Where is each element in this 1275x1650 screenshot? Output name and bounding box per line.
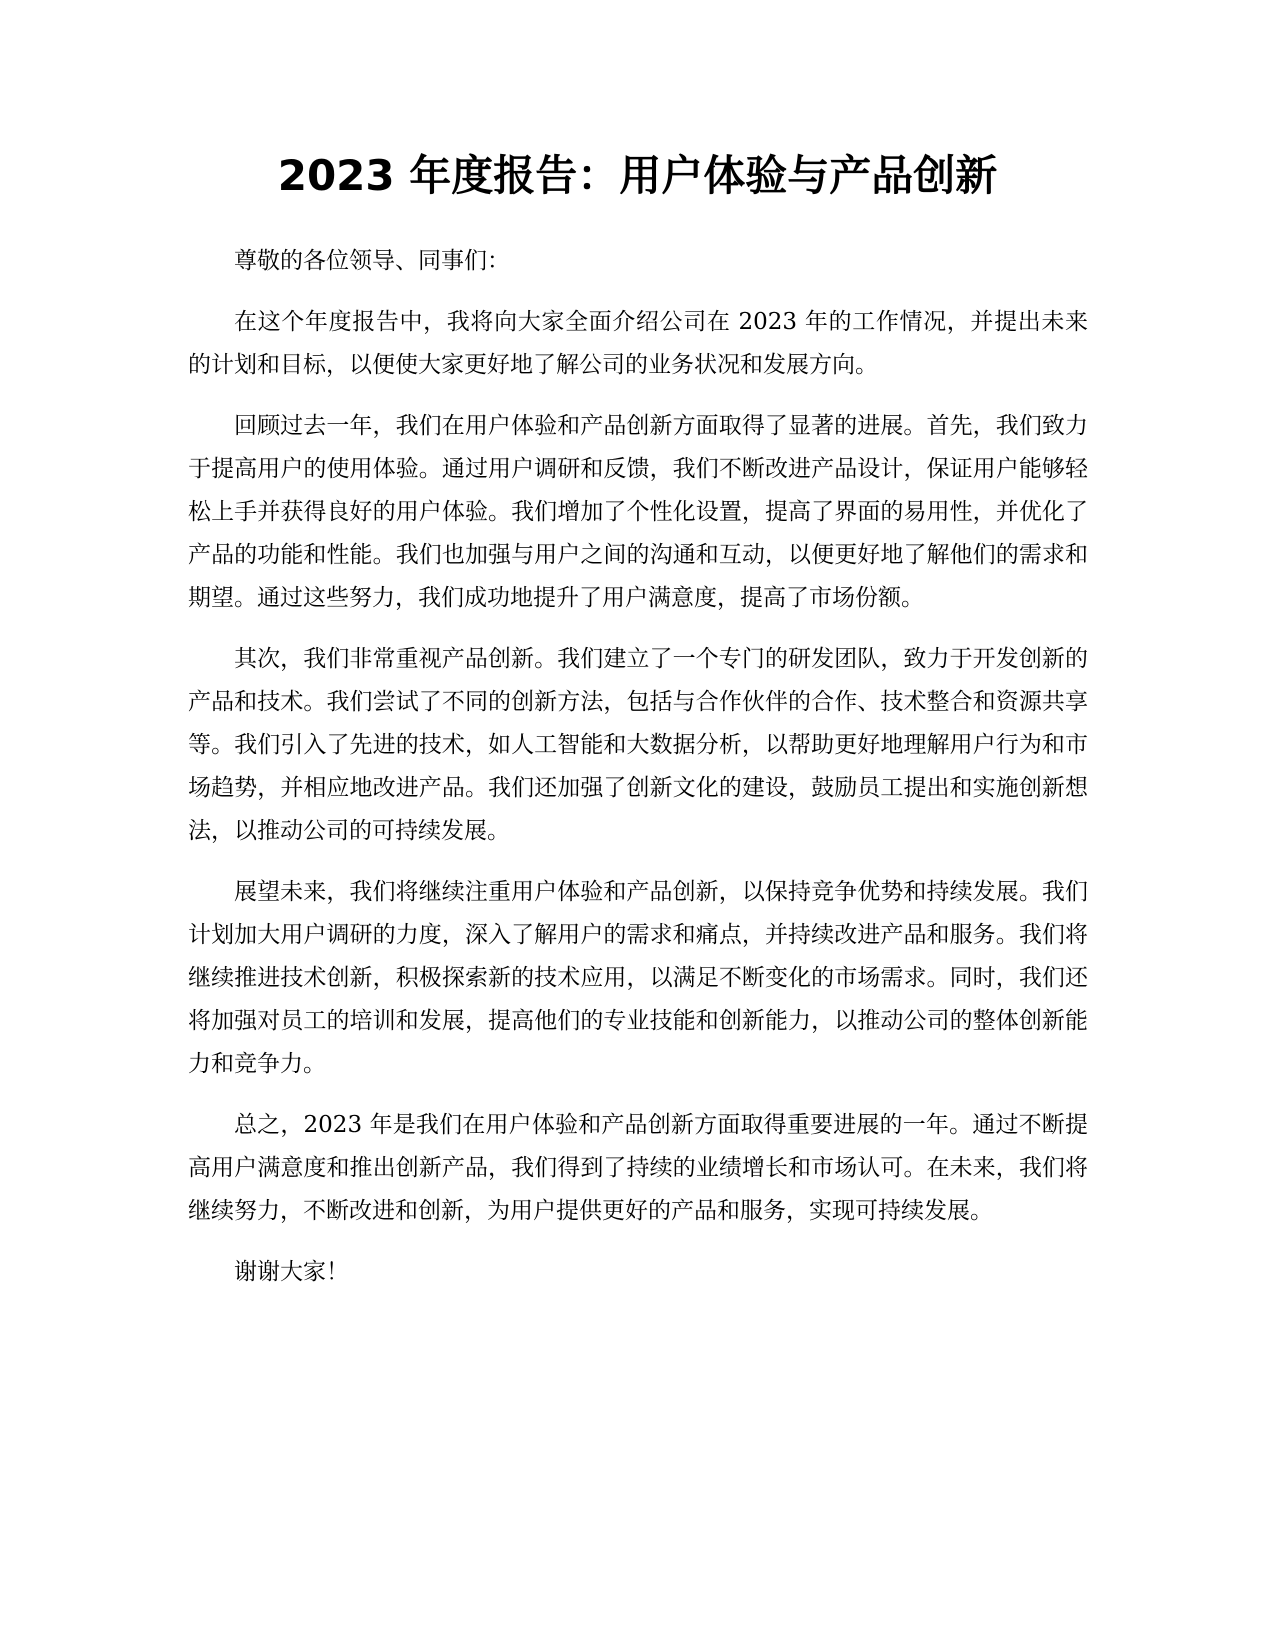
intro-paragraph: 在这个年度报告中，我将向大家全面介绍公司在 2023 年的工作情况，并提出未来的计划和目标，以便使大家更好地了解公司的业务状况和发展方向。: [188, 309, 1088, 378]
innovation-paragraph: 其次，我们非常重视产品创新。我们建立了一个专门的研发团队，致力于开发创新的产品和技术。我们尝试了不同的创新方法，包括与合作伙伴的合作、技术整合和资源共享等。我们引入了先进的技术，如人工智能和大数据分析，以帮助更好地理解用户行为和市场趋势，并相应地改进产品。我们还加强了创新文化的建设，鼓励员工提出和实施创新想法，以推动公司的可持续发展。: [188, 646, 1088, 844]
document-body: [188, 240, 1088, 1312]
salutation-paragraph: 尊敬的各位领导、同事们：: [234, 248, 510, 274]
closing-paragraph: 谢谢大家！: [234, 1259, 349, 1285]
review-paragraph: 回顾过去一年，我们在用户体验和产品创新方面取得了显著的进展。首先，我们致力于提高用户的使用体验。通过用户调研和反馈，我们不断改进产品设计，保证用户能够轻松上手并获得良好的用户体验。我们增加了个性化设置，提高了界面的易用性，并优化了产品的功能和性能。我们也加强与用户之间的沟通和互动，以便更好地了解他们的需求和期望。通过这些努力，我们成功地提升了用户满意度，提高了市场份额。: [188, 413, 1088, 611]
summary-paragraph: 总之，2023 年是我们在用户体验和产品创新方面取得重要进展的一年。通过不断提高用户满意度和推出创新产品，我们得到了持续的业绩增长和市场认可。在未来，我们将继续努力，不断改进和创新，为用户提供更好的产品和服务，实现可持续发展。: [188, 1112, 1088, 1224]
document-title: 2023 年度报告：用户体验与产品创新: [277, 151, 998, 200]
outlook-paragraph: 展望未来，我们将继续注重用户体验和产品创新，以保持竞争优势和持续发展。我们计划加大用户调研的力度，深入了解用户的需求和痛点，并持续改进产品和服务。我们将继续推进技术创新，积极探索新的技术应用，以满足不断变化的市场需求。同时，我们还将加强对员工的培训和发展，提高他们的专业技能和创新能力，以推动公司的整体创新能力和竞争力。: [188, 879, 1088, 1077]
